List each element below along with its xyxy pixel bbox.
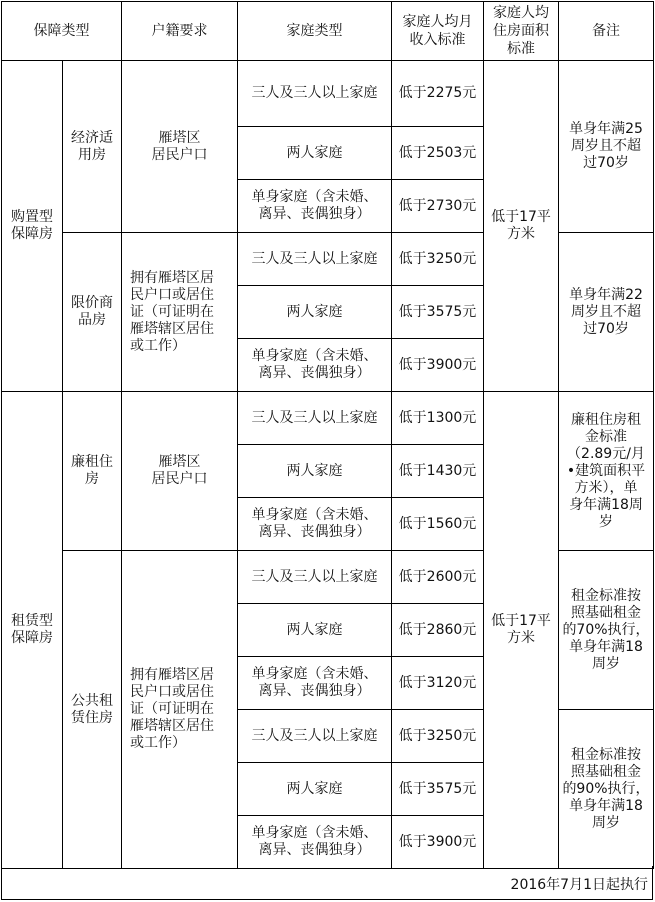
area-standard-rental: 低于17平 方米 xyxy=(484,392,559,869)
income-standard: 低于3575元 xyxy=(392,763,484,816)
note-economic: 单身年满25 周岁且不超 过70岁 xyxy=(559,61,654,233)
hukou-lowrent: 雁塔区 居民户口 xyxy=(122,392,238,551)
header-area: 家庭人均 住房面积 标准 xyxy=(484,2,559,61)
housing-limited: 限价商 品房 xyxy=(63,233,122,392)
family-type: 两人家庭 xyxy=(238,286,392,339)
header-row xyxy=(2,2,654,61)
header-family: 家庭类型 xyxy=(238,2,392,61)
housing-policy-table xyxy=(1,1,654,869)
family-type: 单身家庭（含未婚、 离异、丧偶独身） xyxy=(238,816,392,869)
family-type: 单身家庭（含未婚、 离异、丧偶独身） xyxy=(238,498,392,551)
income-standard: 低于3575元 xyxy=(392,286,484,339)
family-type: 单身家庭（含未婚、 离异、丧偶独身） xyxy=(238,657,392,710)
income-standard: 低于3900元 xyxy=(392,816,484,869)
note-lowrent: 廉租住房租 金标准 （2.89元/月 •建筑面积平 方米），单 身年满18周 岁 xyxy=(559,392,654,551)
note-limited: 单身年满22 周岁且不超 过70岁 xyxy=(559,233,654,392)
housing-public: 公共租 赁住房 xyxy=(63,551,122,869)
income-standard: 低于2275元 xyxy=(392,61,484,127)
income-standard: 低于3250元 xyxy=(392,233,484,286)
hukou-economic: 雁塔区 居民户口 xyxy=(122,61,238,233)
table-row xyxy=(2,392,654,445)
housing-lowrent: 廉租住 房 xyxy=(63,392,122,551)
header-type: 保障类型 xyxy=(2,2,122,61)
footer-bar xyxy=(1,866,653,900)
category-rental: 租赁型 保障房 xyxy=(2,392,63,869)
income-standard: 低于2730元 xyxy=(392,180,484,233)
table-row xyxy=(2,61,654,127)
family-type: 三人及三人以上家庭 xyxy=(238,551,392,604)
family-type: 单身家庭（含未婚、 离异、丧偶独身） xyxy=(238,180,392,233)
effective-date: 2016年7月1日起执行 xyxy=(510,877,648,893)
family-type: 两人家庭 xyxy=(238,763,392,816)
income-standard: 低于3900元 xyxy=(392,339,484,392)
income-standard: 低于2600元 xyxy=(392,551,484,604)
note-public-a: 租金标准按 照基础租金 的70%执行， 单身年满18 周岁 xyxy=(559,551,654,710)
area-standard-purchase: 低于17平 方米 xyxy=(484,61,559,392)
income-standard: 低于3120元 xyxy=(392,657,484,710)
income-standard: 低于3250元 xyxy=(392,710,484,763)
family-type: 两人家庭 xyxy=(238,604,392,657)
family-type: 单身家庭（含未婚、 离异、丧偶独身） xyxy=(238,339,392,392)
income-standard: 低于1430元 xyxy=(392,445,484,498)
income-standard: 低于2503元 xyxy=(392,127,484,180)
family-type: 三人及三人以上家庭 xyxy=(238,233,392,286)
hukou-limited: 拥有雁塔区居 民户口或居住 证（可证明在 雁塔辖区居住 或工作） xyxy=(122,233,238,392)
family-type: 两人家庭 xyxy=(238,445,392,498)
income-standard: 低于1560元 xyxy=(392,498,484,551)
header-income: 家庭人均月 收入标准 xyxy=(392,2,484,61)
income-standard: 低于2860元 xyxy=(392,604,484,657)
family-type: 三人及三人以上家庭 xyxy=(238,392,392,445)
note-public-b: 租金标准按 照基础租金 的90%执行， 单身年满18 周岁 xyxy=(559,710,654,869)
hukou-public: 拥有雁塔区居 民户口或居住 证（可证明在 雁塔辖区居住 或工作） xyxy=(122,551,238,869)
family-type: 三人及三人以上家庭 xyxy=(238,61,392,127)
header-note: 备注 xyxy=(559,2,654,61)
family-type: 两人家庭 xyxy=(238,127,392,180)
header-hukou: 户籍要求 xyxy=(122,2,238,61)
housing-economic: 经济适 用房 xyxy=(63,61,122,233)
income-standard: 低于1300元 xyxy=(392,392,484,445)
family-type: 三人及三人以上家庭 xyxy=(238,710,392,763)
category-purchase: 购置型 保障房 xyxy=(2,61,63,392)
